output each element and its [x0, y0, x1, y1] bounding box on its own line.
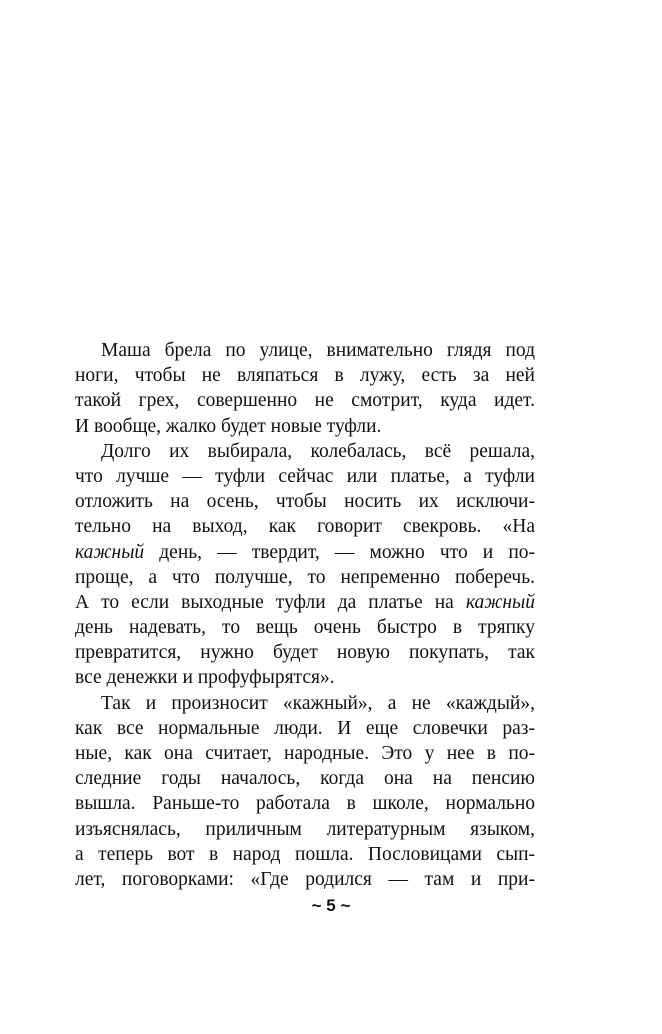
italic-word: кажный	[465, 591, 535, 613]
text-line: И вообще, жалко будет новые туфли.	[75, 415, 382, 437]
text-line-rest: день, — твердит, — можно что и по-	[159, 541, 535, 563]
page-text	[75, 338, 535, 892]
text-line	[75, 540, 535, 565]
italic-word: кажный	[75, 541, 145, 563]
text-line: ноги, чтобы не вляпаться в лужу, есть за ней	[75, 365, 535, 387]
page-number: ~ 5 ~	[311, 896, 351, 915]
text-line: отложить на осень, чтобы носить их исключи-	[75, 491, 535, 513]
text-line: такой грех, совершенно не смотрит, куда идет.	[75, 390, 535, 412]
text-line: проще, а что получше, то непременно поберечь.	[75, 566, 535, 588]
text-line: день надевать, то вещь очень быстро в тряпку	[75, 617, 535, 639]
text-line: что лучше — туфли сейчас или платье, а туфли	[75, 465, 535, 487]
text-line: все денежки и профуфырятся».	[75, 667, 335, 689]
text-line: Так и произносит «кажный», а не «каждый»,	[101, 692, 535, 714]
text-line: изъяснялась, приличным литературным языком,	[75, 818, 535, 840]
text-line: Маша брела по улице, внимательно глядя под	[101, 340, 535, 361]
text-line: превратится, нужно будет новую покупать, так	[75, 642, 535, 664]
text-line: тельно на выход, как говорит свекровь. «На	[75, 516, 535, 538]
text-line: вышла. Раньше-то работала в школе, нормально	[75, 793, 535, 815]
text-line: Долго их выбирала, колебалась, всё решала,	[101, 440, 535, 462]
text-line: как все нормальные люди. И еще словечки раз-	[75, 717, 535, 739]
text-line-start: А то если выходные туфли да платье на	[75, 591, 454, 613]
text-line	[75, 590, 535, 615]
text-line: а теперь вот в народ пошла. Пословицами сып-	[75, 843, 535, 865]
text-line: лет, поговорками: «Где родился — там и при-	[75, 868, 535, 890]
text-line: ные, как она считает, народные. Это у нее в по-	[75, 743, 535, 764]
text-line: следние годы началось, когда она на пенсию	[75, 768, 535, 790]
